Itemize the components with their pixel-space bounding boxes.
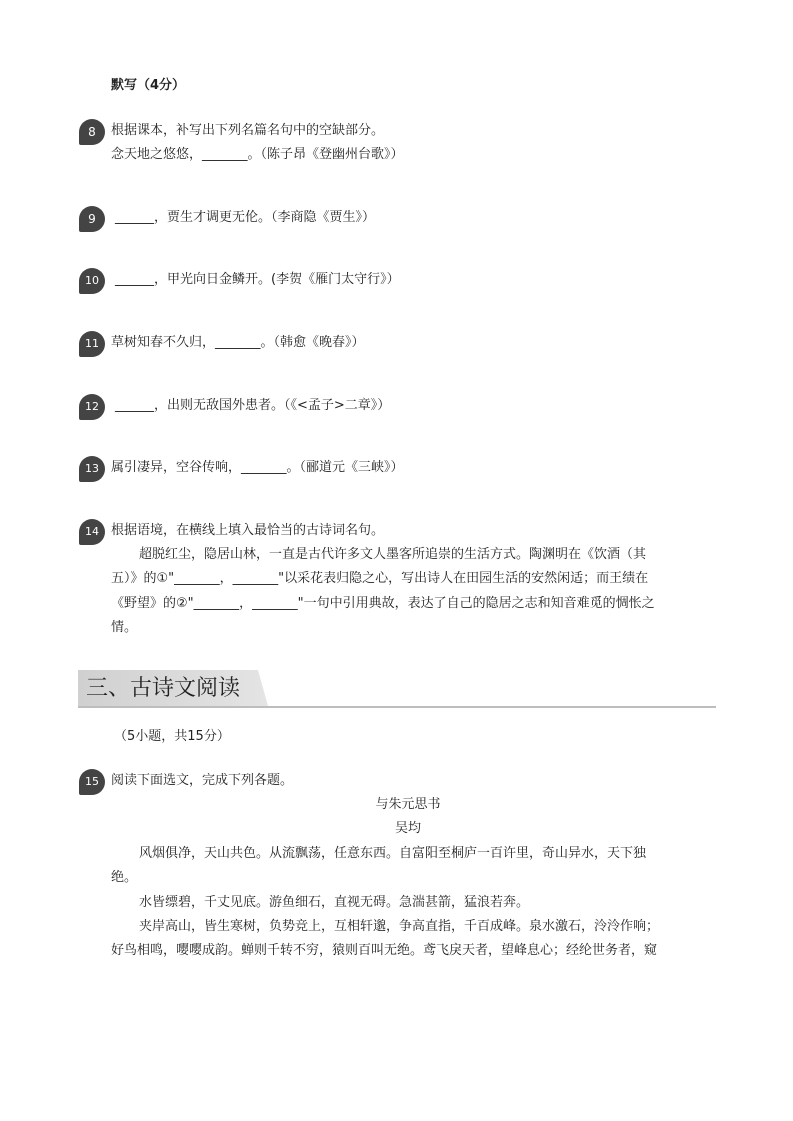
passage-title: 与朱元思书: [375, 797, 441, 812]
passage-line: 夹岸高山，皆生寒树，负势竞上，互相轩邈，争高直指，千百成峰。泉水激石，泠泠作响；: [139, 919, 660, 934]
question-number-badge: 11: [79, 331, 105, 357]
question-14-passage-line: 《野望》的②"_______，_______"一句中引用典故，表达了自己的隐居之志和知音难觅的惆怅之: [111, 596, 655, 611]
question-11-text: 草树知春不久归，_______。（韩愈《晚春》）: [111, 335, 365, 350]
question-number-badge: 15: [79, 769, 105, 795]
question-14-passage-line: 五）》的①"_______，_______"以采花表归隐之心，写出诗人在田园生活的安然闲适；而王绩在: [111, 571, 649, 586]
question-15-prompt: 阅读下面选文，完成下列各题。: [111, 773, 294, 788]
passage-line: 风烟俱净，天山共色。从流飘荡，任意东西。自富阳至桐庐一百许里，奇山异水，天下独: [139, 846, 647, 861]
section-heading-rule: [78, 706, 716, 708]
passage-author: 吴均: [394, 821, 422, 836]
question-14-passage-line: 超脱红尘，隐居山林，一直是古代许多文人墨客所追崇的生活方式。陶渊明在《饮酒（其: [139, 547, 647, 562]
question-number-badge: 14: [79, 519, 105, 545]
passage-line: 好鸟相鸣，嘤嘤成韵。蝉则千转不穷，猿则百叫无绝。鸢飞戾天者，望峰息心；经纶世务者，窥: [111, 943, 658, 958]
passage-line: 绝。: [111, 870, 138, 885]
question-14-prompt: 根据语境，在横线上填入最恰当的古诗词名句。: [111, 523, 385, 538]
question-number-badge: 9: [79, 206, 105, 232]
question-12-text: ______，出则无敌国外患者。（《<孟子>二章》）: [115, 398, 391, 413]
question-number-badge: 10: [79, 268, 105, 294]
question-8-text: 念天地之悠悠，_______。（陈子昂《登幽州台歌》）: [111, 147, 404, 162]
question-number-badge: 13: [79, 456, 105, 482]
question-14-passage-line: 情。: [111, 620, 138, 635]
passage-line: 水皆缥碧，千丈见底。游鱼细石，直视无碍。急湍甚箭，猛浪若奔。: [139, 895, 530, 910]
question-9-text: ______，贾生才调更无伦。（李商隐《贾生》）: [115, 210, 376, 225]
dictation-section-label: 默写（4分）: [111, 78, 186, 93]
question-10-text: ______，甲光向日金鳞开。(李贺《雁门太守行》）: [115, 272, 400, 287]
question-8-prompt: 根据课本，补写出下列名篇名句中的空缺部分。: [111, 123, 385, 138]
section-3-score-note: （5小题，共15分）: [114, 729, 230, 744]
section-3-title: 三、古诗文阅读: [86, 676, 241, 701]
question-number-badge: 8: [79, 119, 105, 145]
question-13-text: 属引凄异，空谷传响，_______。（郦道元《三峡》）: [111, 460, 404, 475]
question-number-badge: 12: [79, 394, 105, 420]
